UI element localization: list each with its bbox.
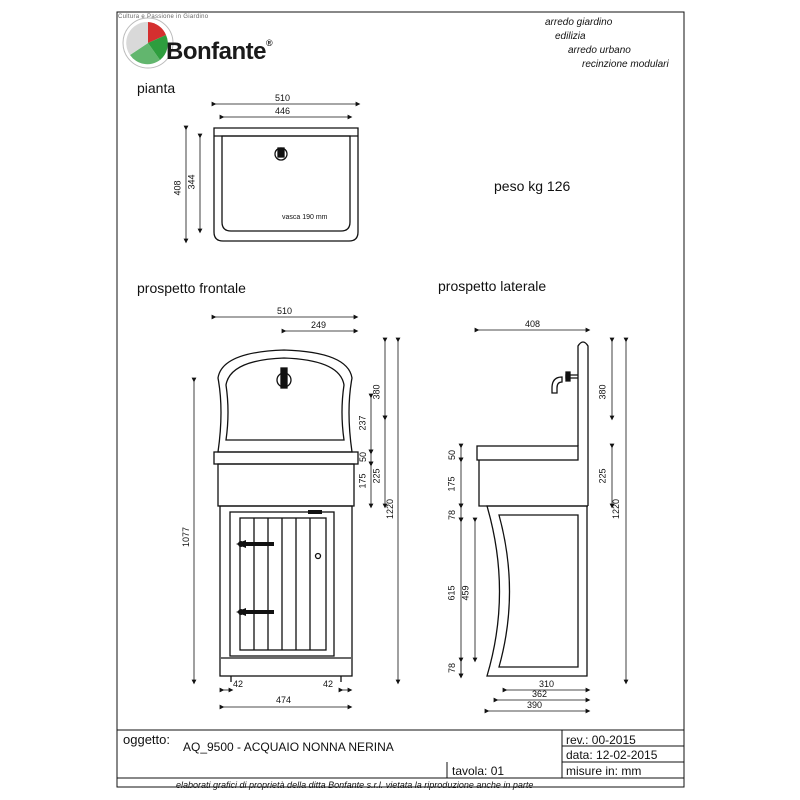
side-dim-408: 408 bbox=[525, 319, 541, 329]
front-view bbox=[214, 350, 358, 682]
side-dim-225: 225 bbox=[597, 468, 608, 484]
weight-label: peso kg 126 bbox=[494, 178, 571, 194]
object-value: AQ_9500 - ACQUAIO NONNA NERINA bbox=[183, 740, 394, 754]
front-dim-249: 249 bbox=[311, 320, 327, 330]
side-dim-78-bottom: 78 bbox=[447, 662, 458, 674]
front-dim-474: 474 bbox=[276, 695, 292, 705]
plan-dimensions bbox=[186, 104, 358, 241]
front-dim-leg-right: 42 bbox=[323, 679, 334, 689]
side-dim-175: 175 bbox=[446, 476, 457, 492]
plan-heading: pianta bbox=[137, 80, 176, 96]
brand-logo bbox=[166, 38, 272, 66]
plan-dim-344: 344 bbox=[186, 174, 197, 190]
basin-label: vasca 190 mm bbox=[282, 214, 328, 221]
logo-seal-caption: Cultura e Passione in Giardino bbox=[118, 14, 209, 20]
sheet-number: tavola: 01 bbox=[452, 764, 505, 778]
side-dim-362: 362 bbox=[532, 689, 548, 699]
copyright-footer: elaborati grafici di proprietà della ditta Bonfante s.r.l. vietata la riproduzione anche in parte bbox=[176, 780, 534, 790]
tagline-4: recinzione modulari bbox=[582, 59, 669, 70]
plan-dim-408: 408 bbox=[172, 180, 183, 196]
front-dim-leg-left: 42 bbox=[233, 679, 244, 689]
front-heading: prospetto frontale bbox=[137, 280, 246, 296]
side-heading: prospetto laterale bbox=[438, 278, 547, 294]
front-dim-237: 237 bbox=[357, 415, 368, 431]
side-dim-50: 50 bbox=[447, 449, 458, 461]
side-dim-459: 459 bbox=[460, 585, 471, 601]
front-dim-50: 50 bbox=[358, 451, 369, 463]
brand-name: Bonfante bbox=[166, 38, 266, 65]
plan-view bbox=[214, 128, 358, 241]
side-dim-390: 390 bbox=[527, 700, 543, 710]
hinge-icons bbox=[236, 510, 322, 616]
side-dim-615: 615 bbox=[446, 585, 457, 601]
side-view bbox=[477, 342, 588, 676]
revision: rev.: 00-2015 bbox=[566, 733, 636, 747]
object-label: oggetto: bbox=[123, 732, 170, 747]
plan-dim-446: 446 bbox=[275, 106, 291, 116]
tagline-2: edilizia bbox=[555, 31, 586, 42]
plan-dim-510: 510 bbox=[275, 93, 291, 103]
units: misure in: mm bbox=[566, 764, 642, 778]
front-dim-175: 175 bbox=[357, 473, 368, 489]
registered-mark: ® bbox=[266, 38, 273, 48]
tagline-3: arredo urbano bbox=[568, 45, 631, 56]
side-dim-78-top: 78 bbox=[447, 509, 458, 521]
tagline-1: arredo giardino bbox=[545, 17, 613, 28]
front-dim-1077: 1077 bbox=[181, 526, 192, 548]
side-dim-380: 380 bbox=[597, 384, 608, 400]
front-dim-1220: 1220 bbox=[385, 498, 396, 520]
front-dim-225: 225 bbox=[371, 468, 382, 484]
side-dim-310: 310 bbox=[539, 679, 555, 689]
date: data: 12-02-2015 bbox=[566, 748, 658, 762]
front-dim-380: 380 bbox=[371, 384, 382, 400]
side-dim-1220: 1220 bbox=[611, 498, 622, 520]
front-dim-510: 510 bbox=[277, 306, 293, 316]
